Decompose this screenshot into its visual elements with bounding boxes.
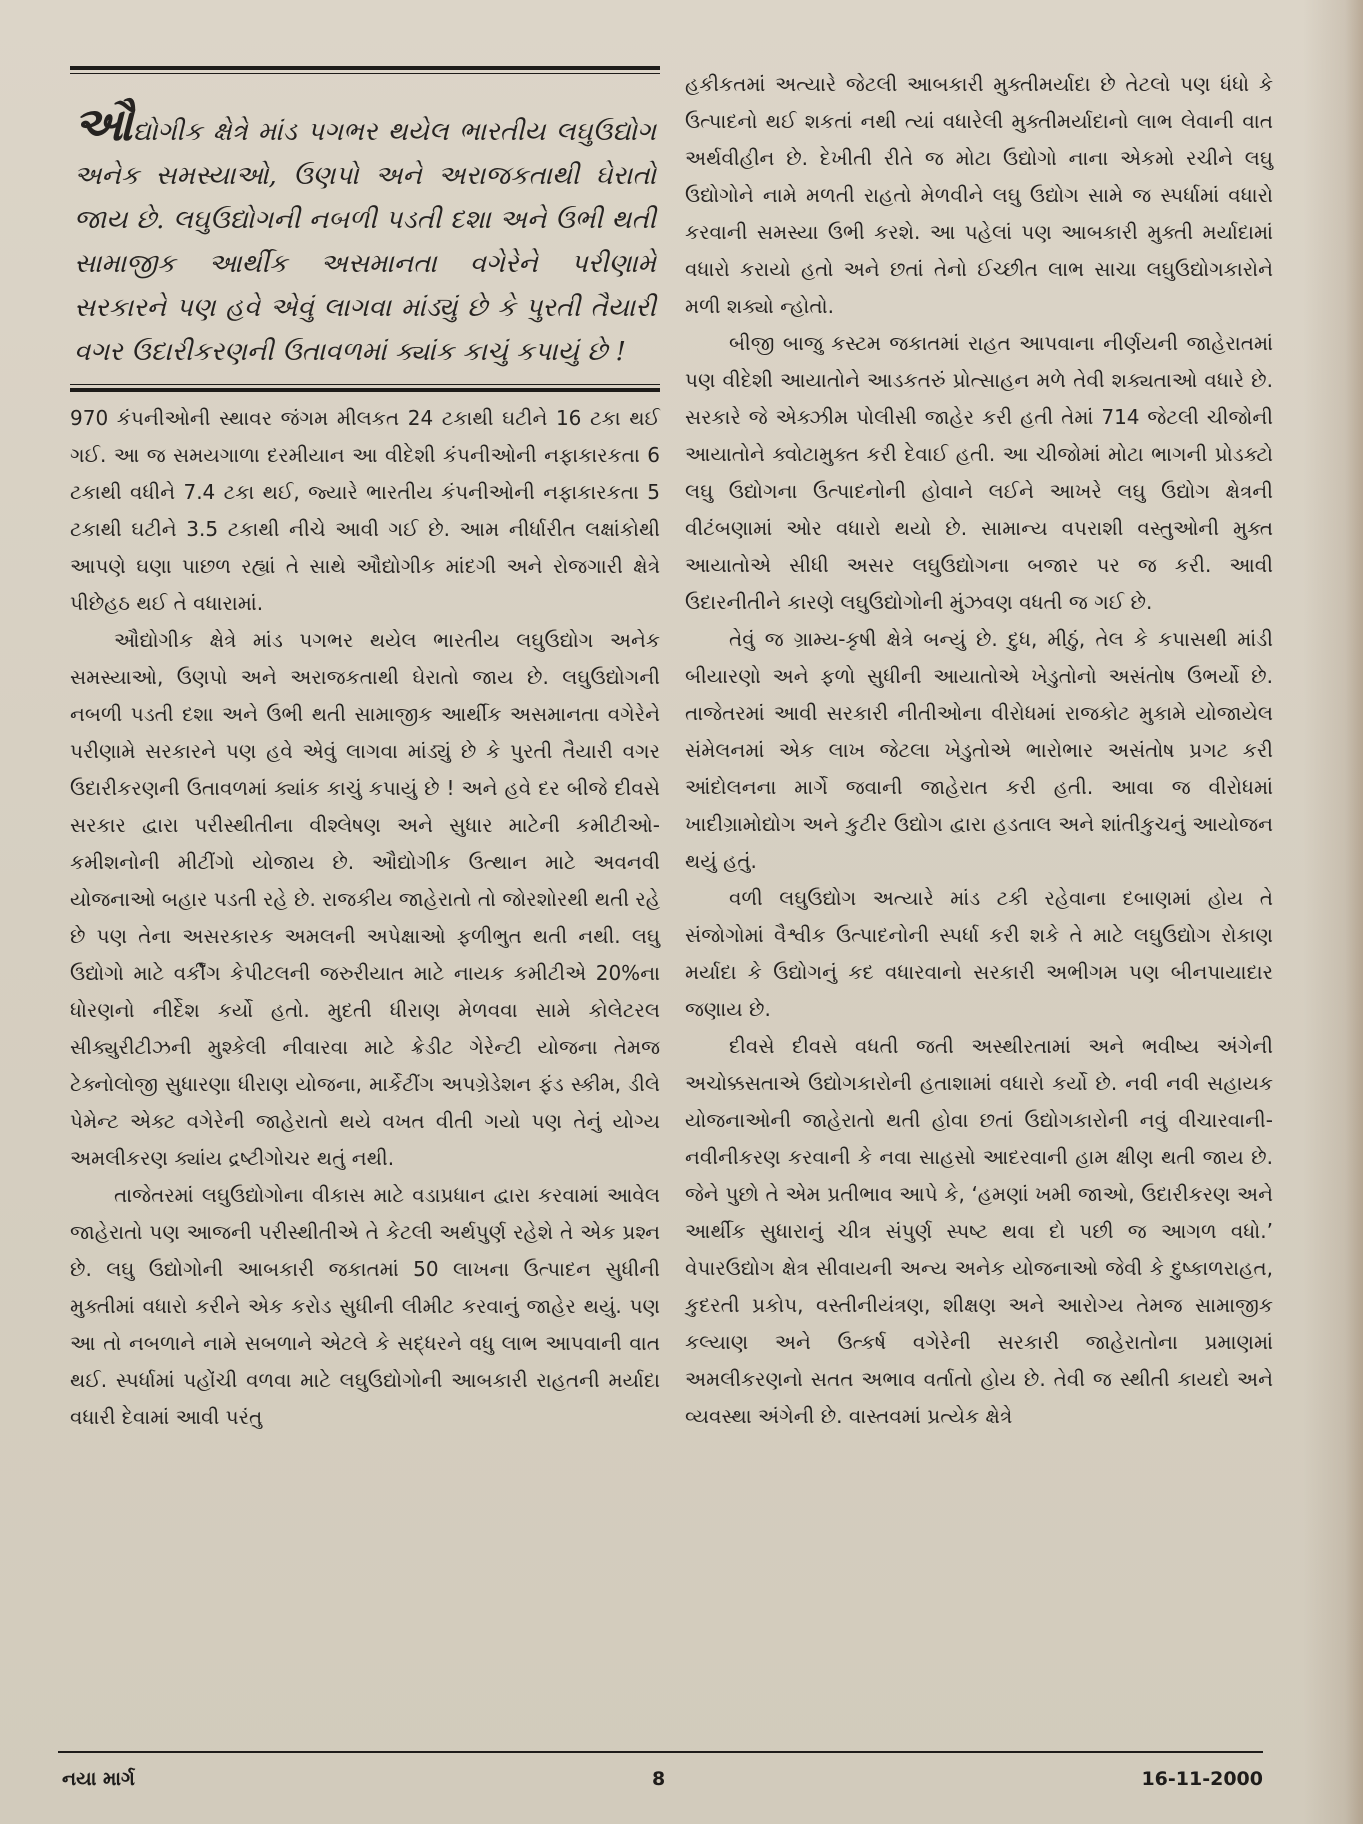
quote-bottom-rule (70, 388, 660, 392)
left-paragraph-2: ઔદ્યોગીક ક્ષેત્રે માંડ પગભર થયેલ ભારતીય લઘુઉદ્યોગ અનેક સમસ્યાઓ, ઉણપો અને અરાજકતાથી ઘેરાતો જાય છે. લઘુઉદ્યોગની નબળી પડતી દશા અને ઉભી થતી સામાજીક આર્થીક અસમાનતા વગેરેને પરીણામે સરકારને પણ હવે એવું લાગવા માંડ્યું છે કે પુરતી તૈયારી વગર ઉદારીકરણની ઉતાવળમાં ક્યાંક કાચું કપાયું છે ! અને હવે દર બીજે દીવસે સરકાર દ્વારા પરીસ્થીતીના વીશ્લેષણ અને સુધાર માટેની કમીટીઓ-કમીશનોની મીટીંગો યોજાય છે. ઔદ્યોગીક ઉત્થાન માટે અવનવી યોજનાઓ બહાર પડતી રહે છે. રાજકીય જાહેરાતો તો જોરશોરથી થતી રહે છે પણ તેના અસરકારક અમલની અપેક્ષાઓ ફળીભુત થતી નથી. લઘુ ઉદ્યોગો માટે વર્કીંગ કેપીટલની જરુરીયાત માટે નાયક કમીટીએ 20%ના ધોરણનો નીર્દેશ કર્યો હતો. મુદતી ધીરાણ મેળવવા સામે કોલેટરલ સીક્યુરીટીઝની મુશ્કેલી નીવારવા માટે ક્રેડીટ ગેરેન્ટી યોજના તેમજ ટેક્નોલોજી સુધારણા ધીરાણ યોજના, માર્કેટીંગ અપગ્રેડેશન ફંડ સ્કીમ, ડીલે પેમેન્ટ એક્ટ વગેરેની જાહેરાતો થયે વખત વીતી ગયો પણ તેનું યોગ્ય અમલીકરણ ક્યાંય દ્રષ્ટીગોચર થતું નથી. (70, 628, 660, 1170)
issue-date: 16-11-2000 (1141, 1768, 1263, 1790)
quote-top-rule (70, 66, 660, 70)
left-paragraph-1: 970 કંપનીઓની સ્થાવર જંગમ મીલકત 24 ટકાથી ઘટીને 16 ટકા થઈ ગઈ. આ જ સમયગાળા દરમીયાન આ વીદેશી કંપનીઓની નફાકારકતા 6 ટકાથી વધીને 7.4 ટકા થઈ, જ્યારે ભારતીય કંપનીઓની નફાકારકતા 5 ટકાથી ઘટીને 3.5 ટકાથી નીચે આવી ગઈ છે. આમ નીર્ધારીત લક્ષાંકોથી આપણે ઘણા પાછળ રહ્યાં તે સાથે ઔદ્યોગીક માંદગી અને રોજગારી ક્ષેત્રે પીછેહઠ થઈ તે વધારામાં. (70, 406, 660, 615)
right-column (685, 66, 1273, 1435)
quote-bottom-rule-thin (70, 384, 660, 385)
right-paragraph-2: બીજી બાજુ કસ્ટમ જકાતમાં રાહત આપવાના નીર્ણયની જાહેરાતમાં પણ વીદેશી આયાતોને આડકતરું પ્રોત્સાહન મળે તેવી શક્યતાઓ વધારે છે. સરકારે જે એક્ઝીમ પોલીસી જાહેર કરી હતી તેમાં 714 જેટલી ચીજોની આયાતોને ક્વોટામુક્ત કરી દેવાઈ હતી. આ ચીજોમાં મોટા ભાગની પ્રોડક્ટો લઘુ ઉદ્યોગના ઉત્પાદનોની હોવાને લઈને આખરે લઘુ ઉદ્યોગ ક્ષેત્રની વીટંબણામાં ઓર વધારો થયો છે. સામાન્ય વપરાશી વસ્તુઓની મુક્ત આયાતોએ સીધી અસર લઘુઉદ્યોગના બજાર પર જ કરી. આવી ઉદારનીતીને કારણે લઘુઉદ્યોગોની મુંઝવણ વધતી જ ગઈ છે. (685, 331, 1273, 614)
footer-rule (58, 1751, 1263, 1753)
left-paragraph-3: તાજેતરમાં લઘુઉદ્યોગોના વીકાસ માટે વડાપ્રધાન દ્વારા કરવામાં આવેલ જાહેરાતો પણ આજની પરીસ્થીતીએ તે કેટલી અર્થપુર્ણ રહેશે તે એક પ્રશ્ન છે. લઘુ ઉદ્યોગોની આબકારી જકાતમાં 50 લાખના ઉત્પાદન સુધીની મુક્તીમાં વધારો કરીને એક કરોડ સુધીની લીમીટ કરવાનું જાહેર થયું. પણ આ તો નબળાને નામે સબળાને એટલે કે સદ્ધરને વધુ લાભ આપવાની વાત થઈ. સ્પર્ધામાં પહોંચી વળવા માટે લઘુઉદ્યોગોની આબકારી રાહતની મર્યાદા વધારી દેવામાં આવી પરંતુ (70, 1183, 660, 1429)
torn-edge (1303, 0, 1363, 1824)
right-paragraph-1: હકીકતમાં અત્યારે જેટલી આબકારી મુક્તીમર્યાદા છે તેટલો પણ ધંધો કે ઉત્પાદનો થઈ શકતાં નથી ત્યાં વધારેલી મુક્તીમર્યાદાનો લાભ લેવાની વાત અર્થવીહીન છે. દેખીતી રીતે જ મોટા ઉદ્યોગો નાના એકમો રચીને લઘુ ઉદ્યોગોને નામે મળતી રાહતો મેળવીને લઘુ ઉદ્યોગ સામે જ સ્પર્ધામાં વધારો કરવાની સમસ્યા ઉભી કરશે. આ પહેલાં પણ આબકારી મુક્તી મર્યાદામાં વધારો કરાયો હતો અને છતાં તેનો ઈચ્છીત લાભ સાચા લઘુઉદ્યોગકારોને મળી શક્યો ન્હોતો. (685, 72, 1273, 318)
right-paragraph-5: દીવસે દીવસે વધતી જતી અસ્થીરતામાં અને ભવીષ્ય અંગેની અચોક્કસતાએ ઉદ્યોગકારોની હતાશામાં વધારો કર્યો છે. નવી નવી સહાયક યોજનાઓની જાહેરાતો થતી હોવા છતાં ઉદ્યોગકારોની નવું વીચારવાની-નવીનીકરણ કરવાની કે નવા સાહસો આદરવાની હામ ક્ષીણ થતી જાય છે. જેને પુછો તે એમ પ્રતીભાવ આપે કે, ‘હમણાં ખમી જાઓ, ઉદારીકરણ અને આર્થીક સુધારાનું ચીત્ર સંપુર્ણ સ્પષ્ટ થવા દો પછી જ આગળ વધો.’ વેપારઉદ્યોગ ક્ષેત્ર સીવાયની અન્ય અનેક યોજનાઓ જેવી કે દુષ્કાળરાહત, કુદરતી પ્રકોપ, વસ્તીનીયંત્રણ, શીક્ષણ અને આરોગ્ય તેમજ સામાજીક કલ્યાણ અને ઉત્કર્ષ વગેરેની સરકારી જાહેરાતોના પ્રમાણમાં અમલીકરણનો સતત અભાવ વર્તાતો હોય છે. તેવી જ સ્થીતી કાયદો અને વ્યવસ્થા અંગેની છે. વાસ્તવમાં પ્રત્યેક ક્ષેત્રે (685, 1034, 1273, 1428)
page-number: 8 (652, 1768, 666, 1790)
left-column (70, 66, 660, 1436)
publication-name: નયા માર્ગ (62, 1768, 135, 1790)
pull-quote (70, 74, 660, 384)
right-paragraph-3: તેવું જ ગ્રામ્ય-કૃષી ક્ષેત્રે બન્યું છે. દુધ, મીઠું, તેલ કે કપાસથી માંડી બીયારણો અને ફળો સુધીની આયાતોએ ખેડુતોનો અસંતોષ ઉભર્યો છે. તાજેતરમાં આવી સરકારી નીતીઓના વીરોધમાં રાજકોટ મુકામે યોજાયેલ સંમેલનમાં એક લાખ જેટલા ખેડુતોએ ભારોભાર અસંતોષ પ્રગટ કરી આંદોલનના માર્ગે જવાની જાહેરાત કરી હતી. આવા જ વીરોધમાં ખાદીગ્રામોદ્યોગ અને કુટીર ઉદ્યોગ દ્વારા હડતાલ અને શાંતીકુચનું આયોજન થયું હતું. (685, 627, 1273, 873)
pull-quote-dropcap: ઔ (74, 97, 133, 151)
pull-quote-text: દ્યોગીક ક્ષેત્રે માંડ પગભર થયેલ ભારતીય લઘુઉદ્યોગ અનેક સમસ્યાઓ, ઉણપો અને અરાજકતાથી ઘેરાતો જાય છે. લઘુઉદ્યોગની નબળી પડતી દશા અને ઉભી થતી સામાજીક આર્થીક અસમાનતા વગેરેને પરીણામે સરકારને પણ હવે એવું લાગવા માંડ્યું છે કે પુરતી તૈયારી વગર ઉદારીકરણની ઉતાવળમાં ક્યાંક કાચું કપાયું છે ! (74, 117, 656, 367)
right-paragraph-4: વળી લઘુઉદ્યોગ અત્યારે માંડ ટકી રહેવાના દબાણમાં હોય તે સંજોગોમાં વૈશ્વીક ઉત્પાદનોની સ્પર્ધા કરી શકે તે માટે લઘુઉદ્યોગ રોકાણ મર્યાદા કે ઉદ્યોગનું કદ વધારવાનો સરકારી અભીગમ પણ બીનપાયાદાર જણાય છે. (685, 886, 1273, 1021)
